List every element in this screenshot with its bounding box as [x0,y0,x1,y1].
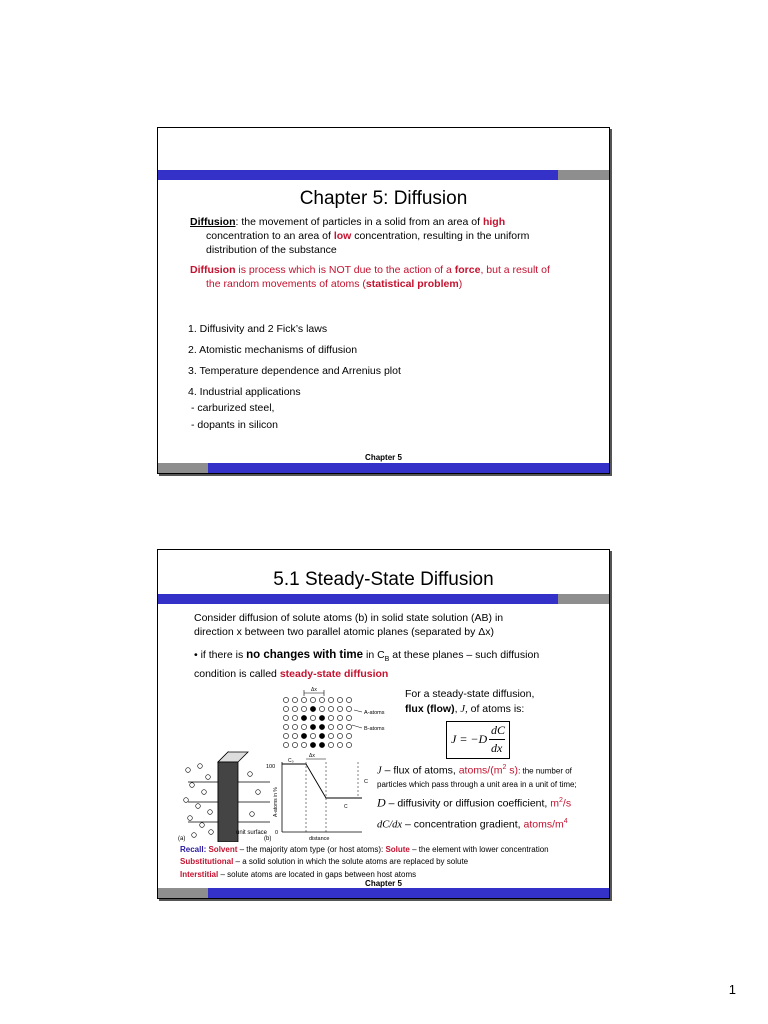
diffusion-definition: Diffusion: the movement of particles in a solid from an area of high concentration to an area of low concentration, resulting in the uniform distribution of the substance [190,216,530,256]
slide-2-top-bar [158,594,609,604]
atom [310,742,315,747]
atom [310,706,315,711]
list-item: 2. Atomistic mechanisms of diffusion [188,344,358,356]
atom [337,724,342,729]
diffusion-figure [178,682,408,842]
substitutional-note: Substitutional – a solid solution in which the solute atoms are replaced by solute [180,857,469,866]
slab-illustration [178,752,270,842]
a-atoms-label: A-atoms [364,710,385,716]
atom [310,733,315,738]
atom [292,697,297,702]
atom [319,724,324,729]
atom [301,697,306,702]
atom [328,733,333,738]
atom [310,724,315,729]
b-atoms-label: B-atoms [364,726,385,732]
atom [310,715,315,720]
list-item: - dopants in silicon [191,419,278,431]
flux-definition: J – flux of atoms, atoms/($m^2$ s): the number of particles which pass through a unit area in a unit of time; [377,764,577,789]
page-number: 1 [728,982,736,997]
atom [283,724,288,729]
steady-state-bullet: • if there is no changes with time in $C_B$ at these planes – such diffusion condition is called steady-state diffusion [194,649,540,681]
profile-xlabel: distance [309,836,330,842]
concentration-profile [264,753,368,842]
atom [337,715,342,720]
sub-list [191,400,278,434]
atom [283,706,288,711]
atom [310,697,315,702]
atom [283,733,288,738]
list-item: 3. Temperature dependence and Arrenius plot [188,365,401,377]
atom [328,742,333,747]
c-label: C [364,779,368,785]
atom-grid [283,687,384,748]
atom [292,733,297,738]
y-0-label: 0 [275,830,279,836]
atom [292,715,297,720]
atom [283,715,288,720]
atom [328,697,333,702]
atom [292,742,297,747]
atom [292,706,297,711]
slide-1-top-bar [158,170,609,180]
c-label-2: C [344,804,348,810]
atom [301,733,306,738]
unit-surface-label: unit surface [236,830,268,836]
atom [337,697,342,702]
slide-1-footer: Chapter 5 [365,453,402,462]
atom [346,715,351,720]
topic-list [188,319,401,403]
atom [337,733,342,738]
y-100-label: 100 [266,764,276,770]
atom [337,706,342,711]
dx-label-2: Δx [309,753,315,759]
slide-2 [157,549,610,899]
atom [346,697,351,702]
atom [328,715,333,720]
list-item: - carburized steel, [191,402,275,414]
slide-1-title: Chapter 5: Diffusion [299,188,468,209]
dx-label: Δx [311,687,317,693]
slide-1-bottom-bar [158,463,609,473]
fig-a-tag: (a) [178,836,186,842]
fig-b-tag: (b) [264,836,272,842]
flux-intro: For a steady-state diffusion, flux (flow), J, of atoms is: [405,688,535,715]
slide-2-bottom-bar [158,888,609,898]
c0-label: C₀ [288,758,294,764]
list-item: 1. Diffusivity and 2 Fick’s laws [188,323,328,335]
fick-equation: J = −D dC dx [446,721,510,759]
atom [328,724,333,729]
atom [346,706,351,711]
atom [328,706,333,711]
atom [292,724,297,729]
atom [319,715,324,720]
slide-2-title: 5.1 Steady-State Diffusion [273,569,494,590]
recall-note: Recall: Solvent – the majority atom type (or host atoms): Solute – the element with lower concentration [180,845,549,854]
steady-state-intro: Consider diffusion of solute atoms (b) in solid state solution (AB) in direction x between two parallel atomic planes (separated by Δx) [194,612,504,638]
atom [319,733,324,738]
atom [283,697,288,702]
atom [301,706,306,711]
profile-ylabel: A-atoms in % [273,787,279,817]
atom [301,742,306,747]
atom [319,742,324,747]
atom [319,706,324,711]
diffusivity-definition: D – diffusivity or diffusion coefficient, $m^2/s$ [377,795,572,810]
gradient-definition: dC/dx – concentration gradient, atoms/$m^4$ [377,818,568,831]
slide-1 [157,127,610,474]
atom [301,715,306,720]
diffusion-statement: Diffusion is process which is NOT due to the action of a force, but a result of the random movements of atoms (statistical problem) [190,264,550,290]
interstitial-note: Interstitial – solute atoms are located in gaps between host atoms [180,870,417,879]
slide-2-footer: Chapter 5 [365,879,402,888]
atom [346,742,351,747]
atom [346,724,351,729]
atom [301,724,306,729]
atom [346,733,351,738]
list-item: 4. Industrial applications [188,386,301,398]
atom [319,697,324,702]
atom [337,742,342,747]
atom [283,742,288,747]
